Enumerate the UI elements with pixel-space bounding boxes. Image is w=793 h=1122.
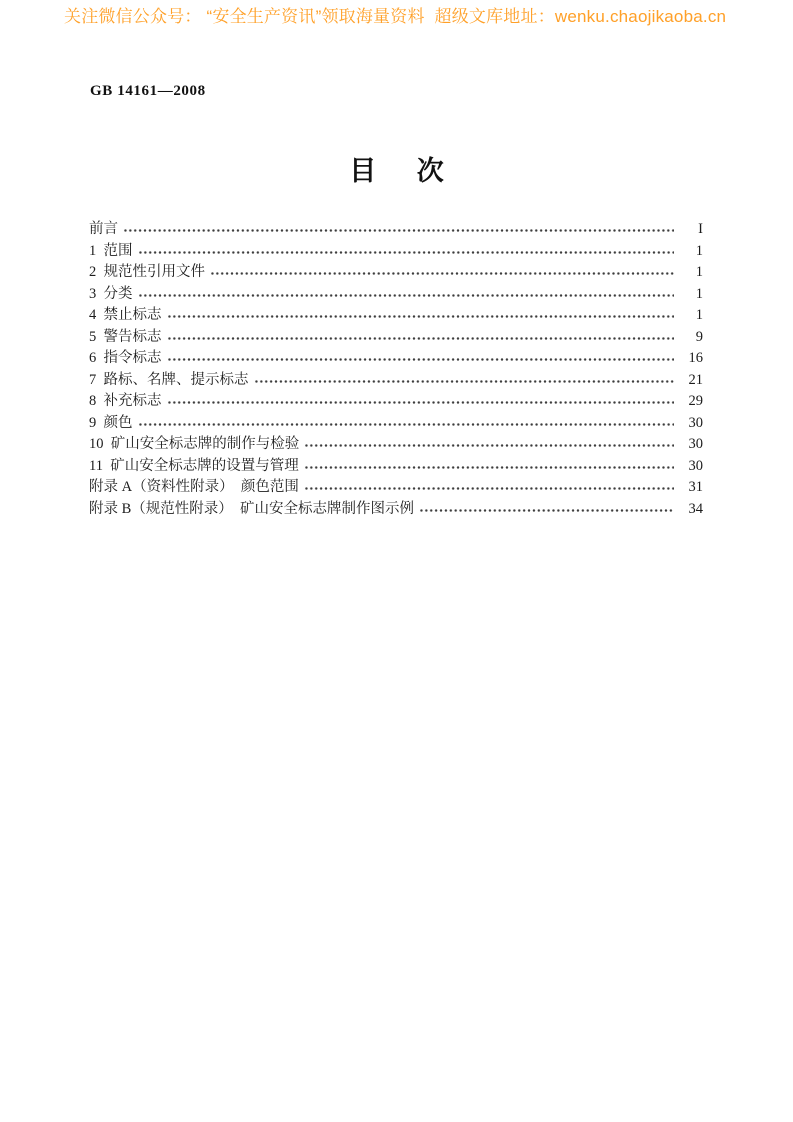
dot-leader	[254, 379, 675, 384]
toc-entry-label: 10 矿山安全标志牌的制作与检验	[89, 436, 300, 452]
toc-entry-label: 1 范围	[89, 242, 133, 259]
toc-entry	[89, 391, 703, 413]
toc-entry-page: 1	[695, 242, 703, 259]
dot-leader	[123, 228, 674, 233]
toc-entry	[89, 327, 703, 349]
page-title: 目 次	[349, 156, 444, 186]
toc-entry	[89, 241, 703, 263]
toc-entry-page: 9	[695, 328, 703, 345]
standard-number: GB 14161—2008	[90, 83, 206, 99]
dot-leader	[138, 422, 675, 427]
toc-entry	[89, 456, 703, 478]
toc-entry-page: 1	[695, 264, 703, 280]
toc-entry-page: 1	[695, 307, 703, 323]
toc-entry	[89, 499, 703, 521]
toc-entry-page: 29	[688, 393, 703, 409]
toc-entry	[89, 284, 703, 306]
toc-entry-label: 9 颜色	[89, 414, 133, 431]
dot-leader	[419, 508, 674, 513]
dot-leader	[167, 400, 675, 405]
dot-leader	[167, 314, 675, 319]
toc-entry-page: 21	[688, 371, 703, 388]
dot-leader	[138, 293, 675, 298]
toc-entry	[89, 477, 703, 499]
toc-entry-label: 3 分类	[89, 285, 133, 302]
dot-leader	[304, 486, 674, 491]
toc-entry-label: 6 指令标志	[89, 350, 162, 366]
toc-entry-label: 8 补充标志	[89, 393, 162, 409]
toc-entry-page: 30	[688, 457, 703, 474]
toc-entry-label: 7 路标、名牌、提示标志	[89, 371, 249, 388]
toc-entry-page: I	[698, 221, 703, 237]
toc-entry-label: 11 矿山安全标志牌的设置与管理	[89, 457, 299, 474]
toc-entry-page: 16	[688, 350, 703, 366]
toc-entry-label: 2 规范性引用文件	[89, 264, 205, 280]
dot-leader	[210, 271, 674, 276]
toc-entry-page: 1	[695, 285, 703, 302]
watermark-text: 关注微信公众号： “安全生产资讯”领取海量资料 超级文库地址：wenku.chaojikaoba.cn	[64, 7, 727, 26]
toc-entry-page: 30	[688, 436, 703, 452]
toc-entry-label: 附录 B（规范性附录） 矿山安全标志牌制作图示例	[89, 500, 415, 517]
toc-entry-page: 31	[688, 479, 703, 495]
toc-entry	[89, 413, 703, 435]
toc-entry-label: 5 警告标志	[89, 328, 162, 345]
toc-entry-page: 30	[688, 414, 703, 431]
toc-entry	[89, 219, 703, 241]
dot-leader	[138, 250, 675, 255]
toc-entry	[89, 305, 703, 327]
dot-leader	[304, 465, 674, 470]
toc-entry	[89, 434, 703, 456]
toc-entry-label: 附录 A（资料性附录） 颜色范围	[89, 479, 299, 495]
toc-entry	[89, 262, 703, 284]
toc-entry-label: 前言	[89, 221, 118, 237]
toc-entry-label: 4 禁止标志	[89, 307, 162, 323]
toc-entry-page: 34	[688, 500, 703, 517]
dot-leader	[167, 357, 675, 362]
dot-leader	[167, 336, 675, 341]
dot-leader	[304, 443, 674, 448]
toc-entry	[89, 348, 703, 370]
table-of-contents	[89, 219, 703, 520]
toc-entry	[89, 370, 703, 392]
